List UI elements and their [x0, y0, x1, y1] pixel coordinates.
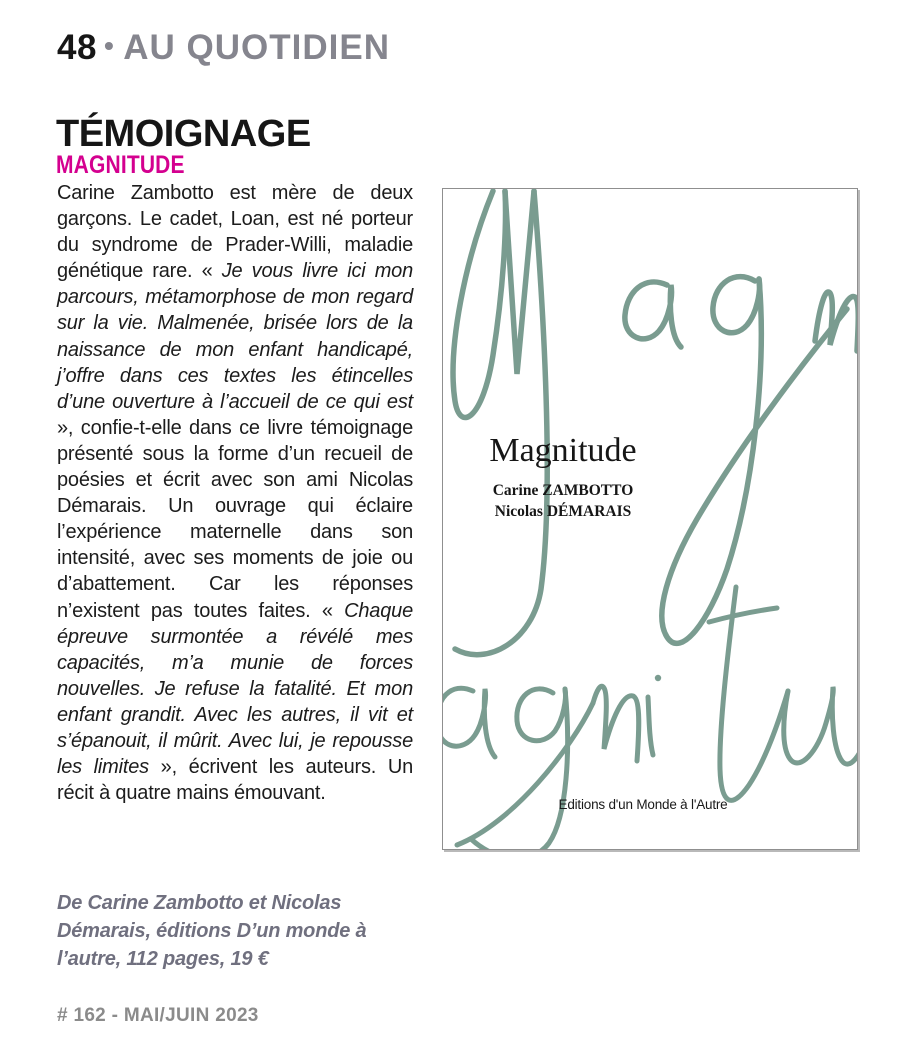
- article-kicker: TÉMOIGNAGE: [56, 113, 311, 155]
- body-segment-quote: Je vous livre ici mon parcours, métamorphose de mon regard sur la vie. Malmenée, brisée lors de la naissance de mon enfant handicapé, j’offre dans ces textes les étincelles d’une ouverture à l’accueil de ce qui est: [57, 260, 413, 413]
- body-segment: », confie-t-elle dans ce livre témoignage présenté sous la forme d’un recueil de poésies et écrit avec son ami Nicolas Démarais. Un ouvrage qui éclaire l’expérience maternelle dans son intensité, avec ses moments de joie ou d’abattement. Car les réponses n’existent pas toutes faites. «: [57, 416, 413, 622]
- cover-authors: [443, 480, 683, 522]
- page-number: 48: [57, 28, 97, 67]
- article-byline: De Carine Zambotto et Nicolas Démarais, éditions D’un monde à l’autre, 112 pages, 19 €: [57, 892, 367, 970]
- body-segment: Carine Zambotto est mère de deux garçons. Le cadet, Loan, est né porteur du syndrome de Prader-Willi, maladie génétique rare. «: [57, 182, 413, 283]
- cover-author-1: Carine ZAMBOTTO: [492, 482, 634, 499]
- body-segment-quote: Chaque épreuve surmontée a révélé mes capacités, m’a munie de forces nouvelles. Je refuse la fatalité. Et mon enfant grandit. Avec les autres, il vit et s’épanouit, il mûrit. Avec lui, je repousse les limites: [57, 599, 413, 779]
- section-title: AU QUOTIDIEN: [123, 28, 390, 67]
- bullet-separator: •: [103, 30, 115, 61]
- article-title: MAGNITUDE: [56, 151, 185, 179]
- article-body: [57, 180, 413, 806]
- cover-publisher: Editions d'un Monde à l'Autre: [558, 797, 728, 812]
- script-word-top: [453, 191, 857, 655]
- body-segment: », écrivent les auteurs. Un récit à quatre mains émouvant.: [57, 756, 414, 805]
- cover-title: Magnitude: [489, 432, 637, 469]
- page-header: [57, 28, 390, 68]
- issue-footer: # 162 - MAI/JUIN 2023: [57, 1005, 259, 1026]
- book-cover: [442, 188, 858, 850]
- cover-author-2: Nicolas DÉMARAIS: [494, 503, 632, 520]
